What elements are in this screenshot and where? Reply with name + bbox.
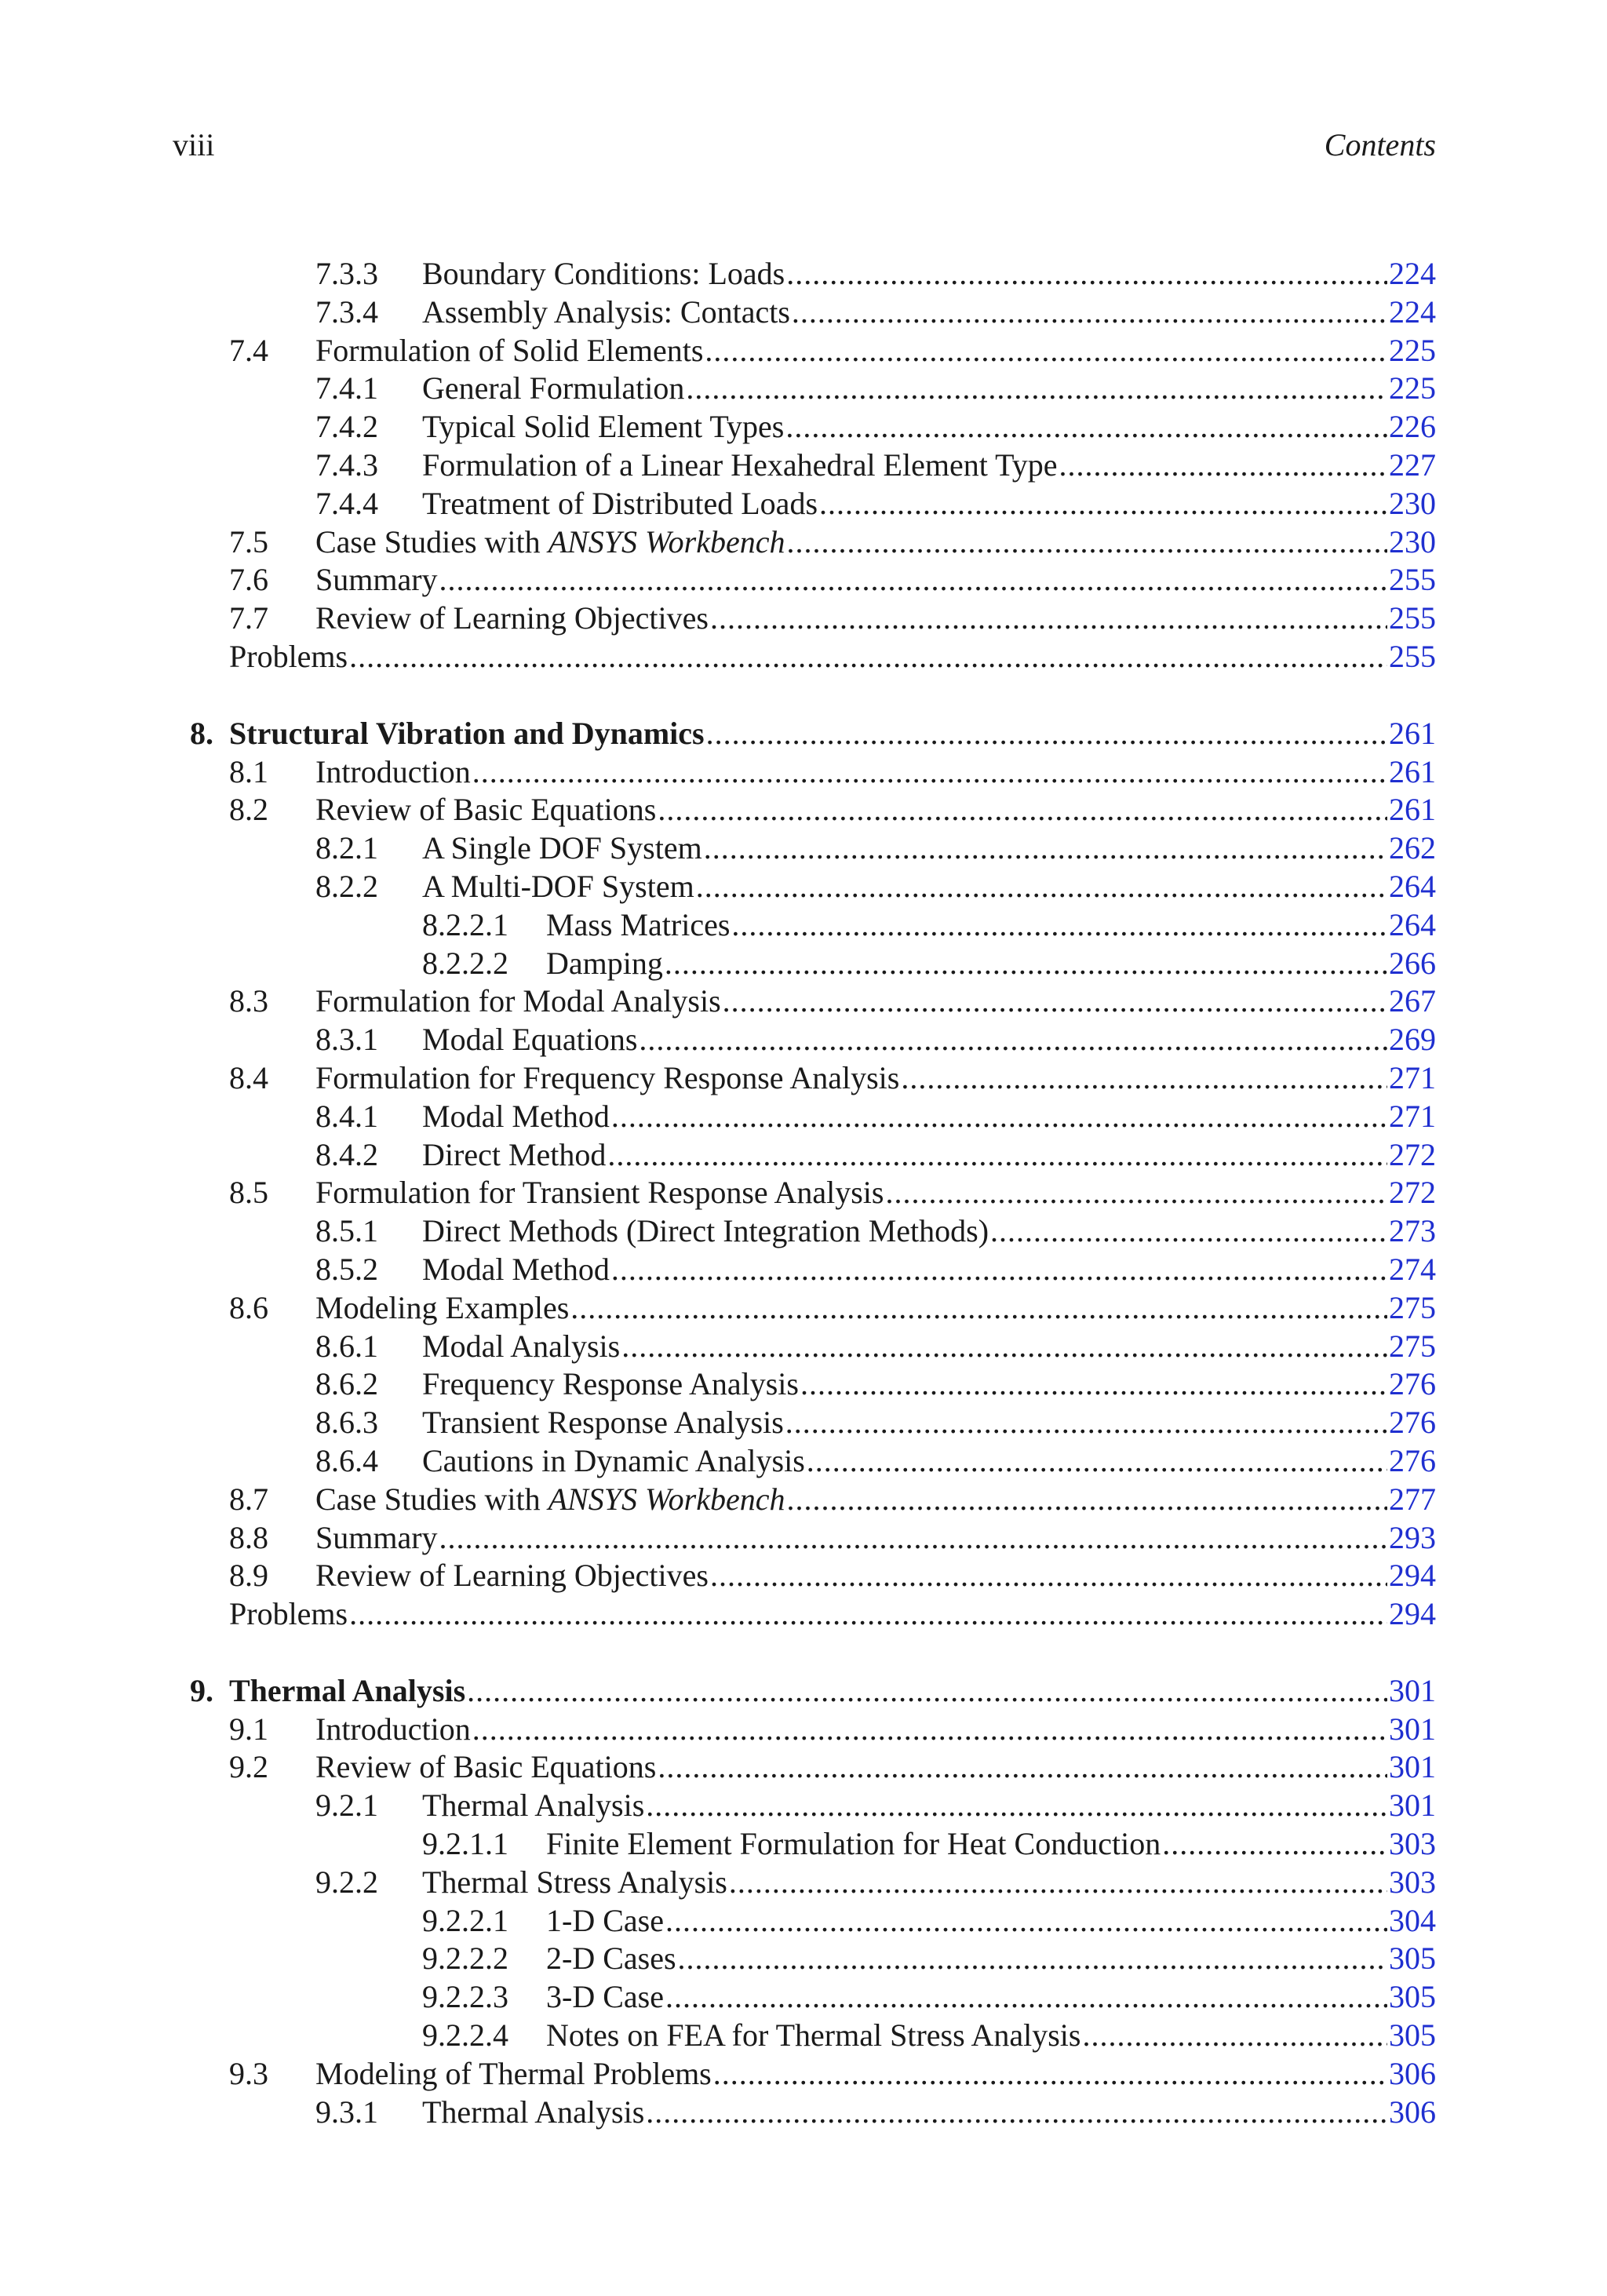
toc-page-link[interactable]: 255: [1389, 562, 1436, 598]
toc-entry-title: Damping: [546, 945, 663, 981]
toc-entry-title: Review of Learning Objectives: [315, 600, 709, 636]
toc-page-link[interactable]: 272: [1389, 1136, 1436, 1172]
toc-entry-title: 3-D Case: [546, 1979, 664, 2015]
toc-entry-number: 8.2: [229, 792, 268, 828]
toc-chapter-title: Thermal Analysis: [229, 1672, 466, 1708]
leader-dots: [665, 1978, 1387, 2017]
toc-entry-number: 9.2.2: [315, 1864, 378, 1900]
running-head-title: Contents: [1324, 127, 1436, 162]
toc-entry-8-4-2[interactable]: [173, 1136, 1436, 1175]
toc-entry-title: Frequency Response Analysis: [422, 1366, 799, 1402]
toc-entry-number: 8.6.3: [315, 1405, 378, 1441]
toc-entry-9-3-1[interactable]: [173, 2094, 1436, 2132]
toc-entry-number: 7.4.1: [315, 370, 378, 406]
toc-entry-7-3-4[interactable]: [173, 293, 1436, 332]
toc-entry-number: 9.2.1.1: [422, 1826, 508, 1862]
toc-entry-number: 8.6.2: [315, 1366, 378, 1402]
toc-entry-number: 7.4.3: [315, 446, 378, 483]
leader-dots: [785, 408, 1387, 446]
leader-dots: [785, 1404, 1387, 1442]
leader-dots: [607, 1136, 1387, 1175]
toc-entry-8-2-2-2[interactable]: [173, 945, 1436, 983]
toc-entry-title: 2-D Cases: [546, 1941, 676, 1977]
toc-entry-8-9[interactable]: [173, 1557, 1436, 1595]
toc-entry-7-4-4[interactable]: [173, 485, 1436, 523]
toc-entry-8-6-4[interactable]: [173, 1442, 1436, 1481]
leader-dots: [706, 715, 1387, 753]
leader-dots: [710, 1557, 1387, 1595]
toc-entry-8-7[interactable]: [173, 1481, 1436, 1519]
toc-entry-number: 9.2.2.2: [422, 1941, 508, 1977]
leader-dots: [467, 1672, 1387, 1711]
toc-entry-number: 9.2.1: [315, 1788, 378, 1824]
leader-dots: [713, 2055, 1387, 2094]
toc-entry-number: 8.9: [229, 1558, 268, 1594]
toc-page-link[interactable]: 277: [1389, 1481, 1436, 1517]
toc-entry-title: Formulation for Frequency Response Analysis: [315, 1059, 900, 1095]
toc-page-link[interactable]: 255: [1389, 600, 1436, 636]
toc-page-link[interactable]: 264: [1389, 906, 1436, 942]
toc-page-link[interactable]: 227: [1389, 446, 1436, 483]
toc-entry-number: 8.6.4: [315, 1442, 378, 1478]
toc-entry-8-3[interactable]: [173, 982, 1436, 1021]
toc-entry-9-2-1-1[interactable]: [173, 1825, 1436, 1864]
toc-entry-number: 8.5.2: [315, 1251, 378, 1287]
section-gap: [173, 676, 1436, 715]
leader-dots: [439, 561, 1387, 600]
toc-chapter-title: Structural Vibration and Dynamics: [229, 715, 705, 751]
toc-entry-number: 8.4: [229, 1059, 268, 1095]
toc-entry-title: Modal Equations: [422, 1022, 638, 1058]
toc-entry-8-5[interactable]: [173, 1174, 1436, 1212]
toc-page-link[interactable]: 230: [1389, 523, 1436, 559]
toc-entry-number: 7.3.4: [315, 293, 378, 330]
toc-entry-title: Notes on FEA for Thermal Stress Analysis: [546, 2017, 1081, 2054]
leader-dots: [611, 1098, 1387, 1136]
toc-entry-title: General Formulation: [422, 370, 685, 406]
leader-dots: [990, 1212, 1387, 1251]
toc-entry-title: Typical Solid Element Types: [422, 409, 785, 445]
leader-dots: [787, 523, 1387, 562]
leader-dots: [658, 1748, 1387, 1787]
toc-page-link[interactable]: 267: [1389, 983, 1436, 1019]
leader-dots: [639, 1021, 1387, 1059]
toc-page-link[interactable]: 274: [1389, 1251, 1436, 1287]
toc-entry-problems-8[interactable]: [173, 1595, 1436, 1634]
leader-dots: [800, 1365, 1387, 1404]
toc-entry-8-1[interactable]: [173, 753, 1436, 792]
leader-dots: [658, 791, 1387, 829]
leader-dots: [678, 1940, 1387, 1978]
table-of-contents: [173, 255, 1436, 2131]
toc-entry-8-2[interactable]: [173, 791, 1436, 829]
toc-page-link[interactable]: 264: [1389, 868, 1436, 904]
toc-page-link[interactable]: 301: [1389, 1711, 1436, 1747]
toc-entry-9-2-2[interactable]: [173, 1864, 1436, 1902]
toc-entry-title: Problems: [229, 1596, 348, 1632]
toc-entry-8-6-3[interactable]: [173, 1404, 1436, 1442]
toc-page-link[interactable]: 271: [1389, 1098, 1436, 1134]
toc-page-link[interactable]: 269: [1389, 1022, 1436, 1058]
toc-entry-9-2-2-4[interactable]: [173, 2017, 1436, 2055]
toc-entry-7-3-3[interactable]: [173, 255, 1436, 293]
toc-page-link[interactable]: 301: [1389, 1672, 1436, 1708]
leader-dots: [646, 2094, 1387, 2132]
toc-page-link[interactable]: 305: [1389, 2017, 1436, 2054]
toc-entry-8-4-1[interactable]: [173, 1098, 1436, 1136]
toc-entry-number: 7.5: [229, 523, 268, 559]
toc-entry-number: 7.7: [229, 600, 268, 636]
toc-page-link[interactable]: 276: [1389, 1366, 1436, 1402]
toc-entry-title: Treatment of Distributed Loads: [422, 485, 818, 521]
toc-entry-title: Modal Analysis: [422, 1328, 621, 1364]
toc-entry-title: Assembly Analysis: Contacts: [422, 293, 790, 330]
toc-entry-number: 8.1: [229, 753, 268, 789]
leader-dots: [1059, 446, 1387, 485]
leader-dots: [786, 255, 1387, 293]
toc-entry-title: 1-D Case: [546, 1902, 664, 1938]
toc-entry-title: A Multi-DOF System: [422, 868, 694, 904]
toc-entry-title: Direct Methods (Direct Integration Methods): [422, 1213, 989, 1249]
toc-entry-title: Formulation of Solid Elements: [315, 332, 704, 368]
leader-dots: [792, 293, 1387, 332]
toc-entry-title: Summary: [315, 1519, 438, 1555]
toc-entry-title: Introduction: [315, 1711, 471, 1747]
toc-entry-7-4-3[interactable]: [173, 446, 1436, 485]
toc-entry-8-5-2[interactable]: [173, 1251, 1436, 1289]
toc-page-link[interactable]: 301: [1389, 1749, 1436, 1785]
toc-entry-title: Problems: [229, 638, 348, 674]
toc-entry-number: 9.2.2.1: [422, 1902, 508, 1938]
toc-entry-title: Direct Method: [422, 1136, 607, 1172]
toc-entry-9-2-2-3[interactable]: [173, 1978, 1436, 2017]
leader-dots: [723, 982, 1387, 1021]
toc-page-link[interactable]: 226: [1389, 409, 1436, 445]
toc-entry-title: [315, 1481, 785, 1519]
leader-dots: [570, 1289, 1387, 1328]
toc-entry-7-5[interactable]: [173, 523, 1436, 562]
toc-entry-title: [315, 523, 785, 562]
toc-entry-problems-7[interactable]: [173, 638, 1436, 676]
toc-entry-number: 8.3: [229, 983, 268, 1019]
toc-entry-title: Formulation for Transient Response Analysis: [315, 1175, 884, 1211]
toc-entry-8-5-1[interactable]: [173, 1212, 1436, 1251]
toc-entry-number: 7.4: [229, 332, 268, 368]
toc-entry-title: Cautions in Dynamic Analysis: [422, 1442, 805, 1478]
leader-dots: [686, 370, 1387, 408]
toc-page-link[interactable]: 225: [1389, 370, 1436, 406]
toc-entry-number: 8.2.1: [315, 830, 378, 866]
toc-entry-title: Review of Basic Equations: [315, 792, 657, 828]
toc-page-link[interactable]: 301: [1389, 1788, 1436, 1824]
toc-entry-8-3-1[interactable]: [173, 1021, 1436, 1059]
toc-entry-9-2-1[interactable]: [173, 1787, 1436, 1825]
toc-page-link[interactable]: 293: [1389, 1519, 1436, 1555]
leader-dots: [787, 1481, 1387, 1519]
leader-dots: [731, 906, 1387, 945]
leader-dots: [611, 1251, 1387, 1289]
leader-dots: [710, 600, 1387, 638]
toc-page-link[interactable]: 303: [1389, 1864, 1436, 1900]
toc-entry-8-2-1[interactable]: [173, 829, 1436, 868]
toc-entry-title: Summary: [315, 562, 438, 598]
toc-page-link[interactable]: 272: [1389, 1175, 1436, 1211]
toc-page-link[interactable]: 255: [1389, 638, 1436, 674]
toc-page-link[interactable]: 305: [1389, 1979, 1436, 2015]
toc-entry-8-6[interactable]: [173, 1289, 1436, 1328]
toc-entry-title-text: Case Studies with: [315, 1481, 548, 1517]
toc-page-link[interactable]: 266: [1389, 945, 1436, 981]
toc-entry-9-2-2-1[interactable]: [173, 1902, 1436, 1941]
toc-entry-title: Modeling Examples: [315, 1289, 570, 1325]
toc-page-link[interactable]: 225: [1389, 332, 1436, 368]
toc-entry-title-italic: ANSYS Workbench: [548, 1481, 785, 1517]
section-gap: [173, 1634, 1436, 1672]
toc-entry-7-4[interactable]: [173, 332, 1436, 370]
toc-entry-9-3[interactable]: [173, 2055, 1436, 2094]
leader-dots: [349, 638, 1387, 676]
leader-dots: [439, 1519, 1387, 1558]
toc-entry-number: 9.3: [229, 2055, 268, 2091]
toc-entry-number: 9.1: [229, 1711, 268, 1747]
toc-entry-number: 8.6.1: [315, 1328, 378, 1364]
toc-entry-title: Thermal Stress Analysis: [422, 1864, 727, 1900]
leader-dots: [696, 868, 1387, 906]
leader-dots: [646, 1787, 1387, 1825]
leader-dots: [729, 1864, 1387, 1902]
toc-entry-title: Modal Method: [422, 1098, 610, 1134]
toc-entry-8-6-1[interactable]: [173, 1328, 1436, 1366]
toc-entry-7-6[interactable]: [173, 561, 1436, 600]
leader-dots: [901, 1059, 1387, 1098]
toc-entry-number: 9.2.2.4: [422, 2017, 508, 2054]
toc-page-link[interactable]: 271: [1389, 1059, 1436, 1095]
toc-page-link[interactable]: 275: [1389, 1289, 1436, 1325]
leader-dots: [665, 1902, 1387, 1941]
toc-entry-number: 8.2.2.1: [422, 906, 508, 942]
leader-dots: [349, 1595, 1387, 1634]
toc-entry-9-2[interactable]: [173, 1748, 1436, 1787]
toc-entry-title: Boundary Conditions: Loads: [422, 256, 785, 291]
toc-entry-title-italic: ANSYS Workbench: [548, 523, 785, 559]
toc-entry-7-4-2[interactable]: [173, 408, 1436, 446]
toc-page-link[interactable]: 261: [1389, 792, 1436, 828]
toc-chapter-number: 9.: [190, 1672, 213, 1708]
toc-page-link[interactable]: 273: [1389, 1213, 1436, 1249]
toc-page-link[interactable]: 230: [1389, 485, 1436, 521]
toc-entry-number: 8.4.1: [315, 1098, 378, 1134]
toc-entry-title: Formulation of a Linear Hexahedral Element Type: [422, 446, 1058, 483]
leader-dots: [807, 1442, 1387, 1481]
toc-entry-title: Formulation for Modal Analysis: [315, 983, 721, 1019]
toc-entry-8-2-2[interactable]: [173, 868, 1436, 906]
toc-entry-number: 8.5: [229, 1175, 268, 1211]
toc-page-link[interactable]: 275: [1389, 1328, 1436, 1364]
toc-page-link[interactable]: 261: [1389, 753, 1436, 789]
running-head: [173, 126, 1436, 165]
toc-entry-title: A Single DOF System: [422, 830, 702, 866]
toc-page-link[interactable]: 306: [1389, 2094, 1436, 2130]
toc-entry-title: Transient Response Analysis: [422, 1405, 784, 1441]
leader-dots: [472, 1711, 1387, 1749]
leader-dots: [1082, 2017, 1387, 2055]
toc-entry-title: Modeling of Thermal Problems: [315, 2055, 712, 2091]
toc-page-link[interactable]: 261: [1389, 715, 1436, 751]
toc-entry-7-4-1[interactable]: [173, 370, 1436, 408]
toc-entry-title: Mass Matrices: [546, 906, 731, 942]
toc-entry-number: 7.3.3: [315, 256, 378, 291]
toc-entry-number: 8.8: [229, 1519, 268, 1555]
toc-entry-number: 9.3.1: [315, 2094, 378, 2130]
toc-entry-number: 8.4.2: [315, 1136, 378, 1172]
toc-entry-8-6-2[interactable]: [173, 1365, 1436, 1404]
toc-entry-title: Modal Method: [422, 1251, 610, 1287]
toc-page-link[interactable]: 305: [1389, 1941, 1436, 1977]
leader-dots: [885, 1174, 1387, 1212]
page-number: viii: [173, 127, 215, 162]
toc-page-link[interactable]: 224: [1389, 256, 1436, 291]
toc-entry-8-2-2-1[interactable]: [173, 906, 1436, 945]
toc-chapter-number: 8.: [190, 715, 213, 751]
toc-page-link[interactable]: 303: [1389, 1826, 1436, 1862]
toc-page-link[interactable]: 306: [1389, 2055, 1436, 2091]
leader-dots: [819, 485, 1387, 523]
toc-entry-number: 9.2.2.3: [422, 1979, 508, 2015]
toc-entry-number: 7.4.4: [315, 485, 378, 521]
toc-entry-number: 7.6: [229, 562, 268, 598]
toc-entry-title: Review of Learning Objectives: [315, 1558, 709, 1594]
toc-entry-number: 8.2.2.2: [422, 945, 508, 981]
toc-chapter-9[interactable]: [173, 1672, 1436, 1711]
toc-entry-number: 9.2: [229, 1749, 268, 1785]
toc-entry-title: Thermal Analysis: [422, 1788, 645, 1824]
toc-entry-7-7[interactable]: [173, 600, 1436, 638]
leader-dots: [704, 829, 1387, 868]
toc-entry-number: 8.7: [229, 1481, 268, 1517]
toc-chapter-8[interactable]: [173, 715, 1436, 753]
toc-page-link[interactable]: 224: [1389, 293, 1436, 330]
toc-entry-number: 8.6: [229, 1289, 268, 1325]
leader-dots: [1162, 1825, 1387, 1864]
toc-page-link[interactable]: 304: [1389, 1902, 1436, 1938]
toc-entry-title: Thermal Analysis: [422, 2094, 645, 2130]
toc-entry-8-4[interactable]: [173, 1059, 1436, 1098]
toc-entry-number: 8.5.1: [315, 1213, 378, 1249]
leader-dots: [621, 1328, 1387, 1366]
toc-entry-8-8[interactable]: [173, 1519, 1436, 1558]
toc-entry-title: Introduction: [315, 753, 471, 789]
toc-page-link[interactable]: 276: [1389, 1405, 1436, 1441]
toc-entry-title-text: Case Studies with: [315, 523, 548, 559]
toc-page-link[interactable]: 262: [1389, 830, 1436, 866]
toc-page-link[interactable]: 294: [1389, 1558, 1436, 1594]
toc-entry-number: 8.2.2: [315, 868, 378, 904]
toc-page-link[interactable]: 276: [1389, 1442, 1436, 1478]
toc-entry-title: Finite Element Formulation for Heat Conduction: [546, 1826, 1161, 1862]
toc-entry-title: Review of Basic Equations: [315, 1749, 657, 1785]
leader-dots: [665, 945, 1387, 983]
toc-entry-9-1[interactable]: [173, 1711, 1436, 1749]
leader-dots: [472, 753, 1387, 792]
leader-dots: [705, 332, 1387, 370]
toc-page-link[interactable]: 294: [1389, 1596, 1436, 1632]
toc-entry-number: 7.4.2: [315, 409, 378, 445]
toc-entry-9-2-2-2[interactable]: [173, 1940, 1436, 1978]
toc-entry-number: 8.3.1: [315, 1022, 378, 1058]
